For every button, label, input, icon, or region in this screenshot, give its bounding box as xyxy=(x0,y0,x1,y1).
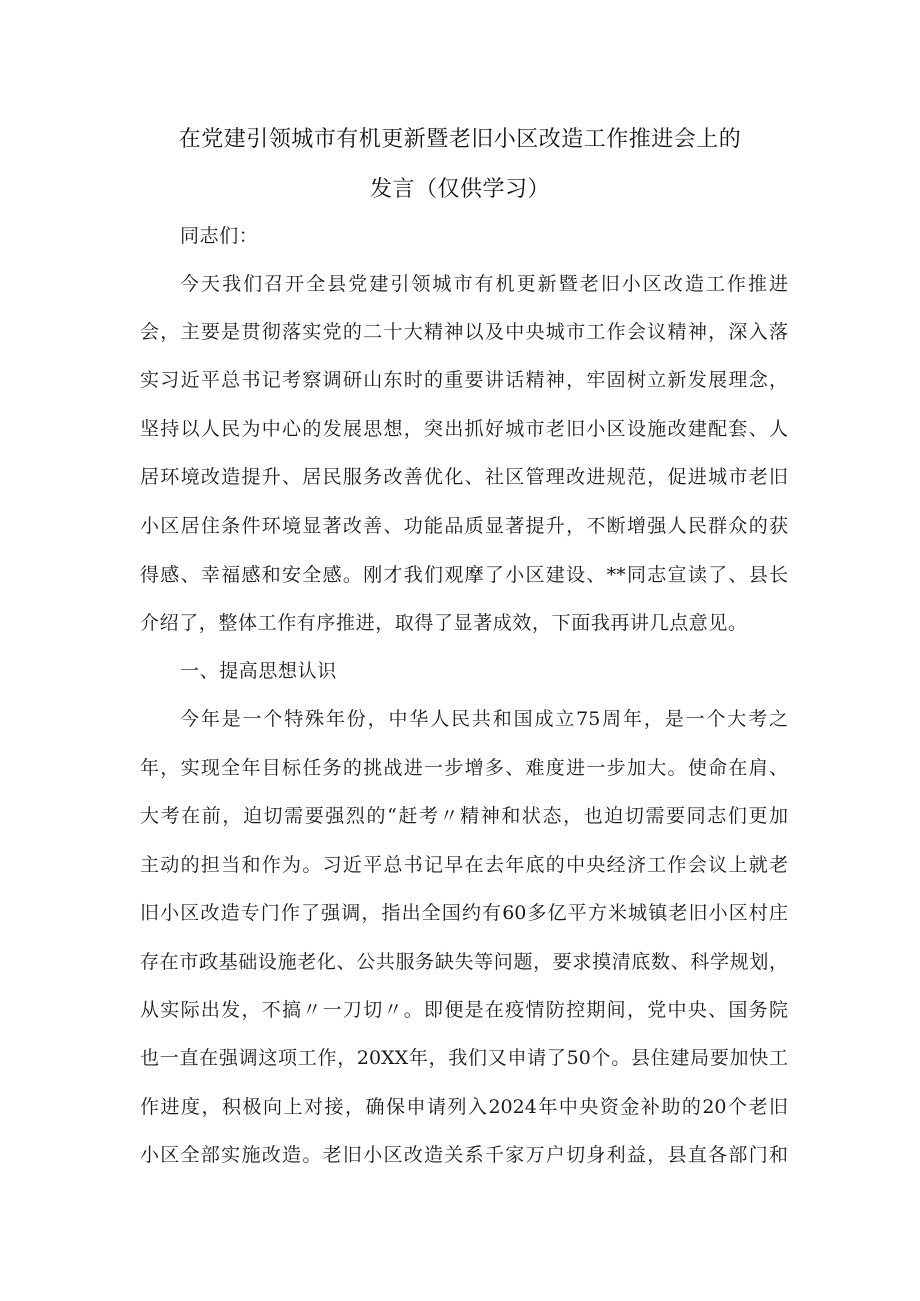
document-title-line-1: 在党建引领城市有机更新暨老旧小区改造工作推进会上的 xyxy=(178,127,742,152)
paragraph-2-line: 作进度，积极向上对接，确保申请列入2024年中央资金补助的20个老旧 xyxy=(140,1096,788,1118)
paragraph-1-line: 小区居住条件环境显著改善、功能品质显著提升，不断增强人民群众的获 xyxy=(140,515,788,537)
paragraph-2-line: 旧小区改造专门作了强调，指出全国约有60多亿平方米城镇老旧小区村庄 xyxy=(140,902,788,924)
section-heading: 一、提高思想认识 xyxy=(180,660,337,682)
paragraph-2-line: 今年是一个特殊年份，中华人民共和国成立75周年，是一个大考之 xyxy=(180,708,788,730)
paragraph-1-line: 今天我们召开全县党建引领城市有机更新暨老旧小区改造工作推进 xyxy=(180,273,788,295)
paragraph-1-line: 居环境改造提升、居民服务改善优化、社区管理改进规范，促进城市老旧 xyxy=(140,466,788,488)
paragraph-2-line: 主动的担当和作为。习近平总书记早在去年底的中央经济工作会议上就老 xyxy=(140,854,788,876)
document-title-line-2: 发言（仅供学习） xyxy=(369,177,550,202)
paragraph-2-line: 从实际出发，不搞〃一刀切〃。即便是在疫情防控期间，党中央、国务院 xyxy=(140,999,788,1021)
paragraph-2-line: 存在市政基础设施老化、公共服务缺失等问题，要求摸清底数、科学规划， xyxy=(140,951,788,973)
salutation: 同志们： xyxy=(180,225,259,247)
paragraph-1-line: 介绍了，整体工作有序推进，取得了显著成效，下面我再讲几点意见。 xyxy=(140,612,748,634)
paragraph-2-line: 大考在前，迫切需要强烈的“赶考〃精神和状态，也迫切需要同志们更加 xyxy=(140,805,788,827)
paragraph-1-line: 得感、幸福感和安全感。刚才我们观摩了小区建设、**同志宣读了、县长 xyxy=(140,564,788,586)
paragraph-1-line: 实习近平总书记考察调研山东时的重要讲话精神，牢固树立新发展理念， xyxy=(140,369,788,391)
paragraph-2-line: 小区全部实施改造。老旧小区改造关系千家万户切身利益，县直各部门和 xyxy=(140,1144,788,1166)
paragraph-2-line: 年，实现全年目标任务的挑战进一步增多、难度进一步加大。使命在肩、 xyxy=(140,757,788,779)
paragraph-1-line: 会，主要是贯彻落实党的二十大精神以及中央城市工作会议精神，深入落 xyxy=(140,321,788,343)
paragraph-2-line: 也一直在强调这项工作，20XX年，我们又申请了50个。县住建局要加快工 xyxy=(140,1047,788,1069)
paragraph-1-line: 坚持以人民为中心的发展思想，突出抓好城市老旧小区设施改建配套、人 xyxy=(140,418,788,440)
